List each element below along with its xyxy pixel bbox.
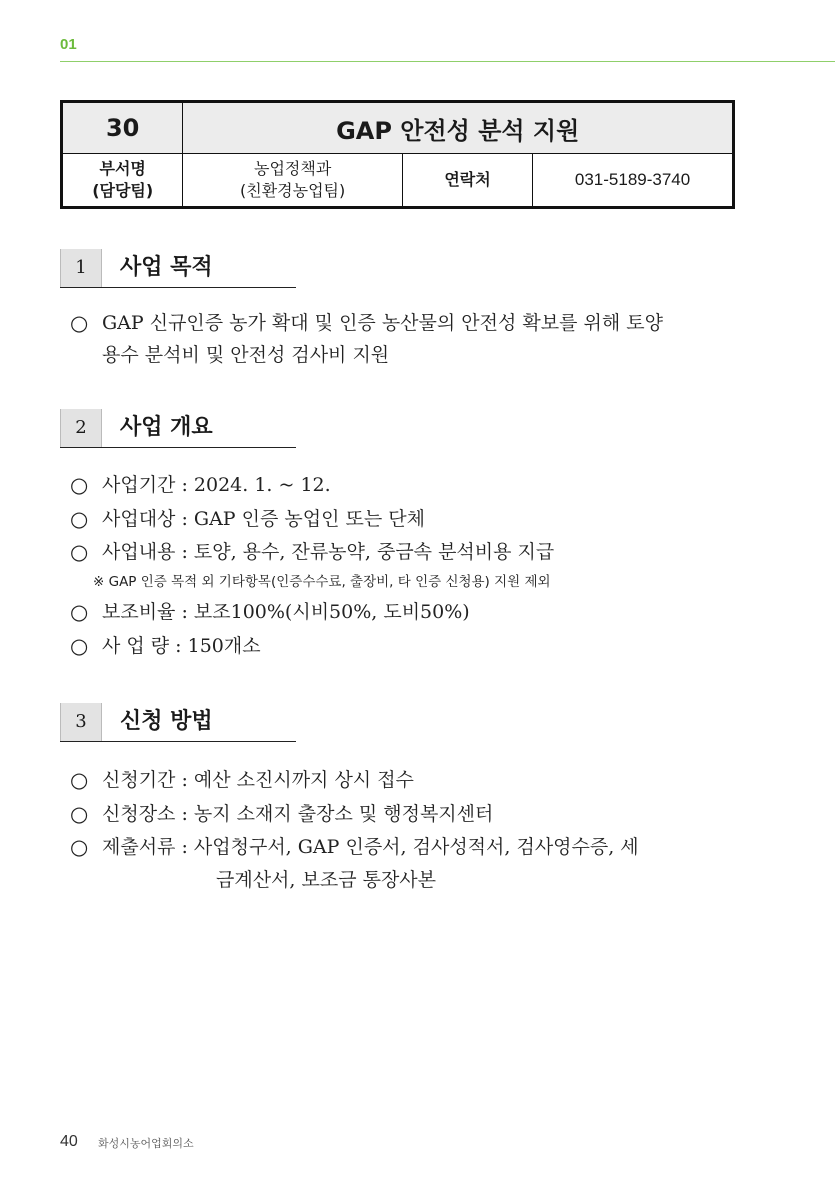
bullet-icon: ○ — [70, 311, 89, 335]
exclusion-note: ※ GAP 인증 목적 외 기타항목(인증수수료, 출장비, 타 인증 신청용) 지원 제외 — [93, 574, 551, 590]
bullet-icon: ○ — [70, 802, 89, 826]
dept-value-line: 농업정책과 — [254, 159, 332, 178]
overview-item: 사업내용 : 토양, 용수, 잔류농약, 중금속 분석비용 지급 — [102, 541, 555, 563]
bullet-icon: ○ — [70, 634, 89, 658]
dept-value-line: (친환경농업팀) — [240, 181, 346, 200]
bullet-icon: ○ — [70, 507, 89, 531]
purpose-text-line: GAP 신규인증 농가 확대 및 인증 농산물의 안전성 확보를 위해 토양 — [102, 312, 663, 334]
section-number: 2 — [60, 409, 102, 447]
bullet-icon: ○ — [70, 473, 89, 497]
section-heading — [60, 249, 296, 288]
application-item-continued: 금계산서, 보조금 통장사본 — [216, 869, 437, 891]
overview-item: 사업기간 : 2024. 1. ~ 12. — [102, 474, 331, 496]
section-title: 사업 개요 — [120, 415, 213, 440]
chapter-divider — [60, 61, 835, 62]
purpose-text-line: 용수 분석비 및 안전성 검사비 지원 — [102, 344, 390, 366]
project-info-table — [60, 100, 735, 209]
overview-item: 사업대상 : GAP 인증 농업인 또는 단체 — [102, 508, 425, 530]
section-heading — [60, 409, 296, 448]
application-item: 신청기간 : 예산 소진시까지 상시 접수 — [102, 769, 414, 791]
footer-organization: 화성시농어업회의소 — [98, 1137, 194, 1150]
dept-label-line: (담당팀) — [92, 181, 154, 200]
dept-label — [62, 154, 183, 208]
application-item: 신청장소 : 농지 소재지 출장소 및 행정복지센터 — [102, 803, 494, 825]
chapter-number: 01 — [60, 36, 77, 53]
section-title: 사업 목적 — [120, 255, 213, 280]
project-title: GAP 안전성 분석 지원 — [183, 102, 734, 154]
section-heading — [60, 703, 296, 742]
section-number: 3 — [60, 703, 102, 741]
overview-item: 사 업 량 : 150개소 — [102, 635, 261, 657]
overview-item: 보조비율 : 보조100%(시비50%, 도비50%) — [102, 601, 470, 623]
page-number: 40 — [60, 1133, 78, 1150]
section-title: 신청 방법 — [120, 709, 213, 734]
bullet-icon: ○ — [70, 768, 89, 792]
dept-label-line: 부서명 — [99, 159, 146, 178]
bullet-icon: ○ — [70, 600, 89, 624]
bullet-icon: ○ — [70, 540, 89, 564]
bullet-icon: ○ — [70, 835, 89, 859]
section-number: 1 — [60, 249, 102, 287]
dept-value — [183, 154, 403, 208]
application-item: 제출서류 : 사업청구서, GAP 인증서, 검사성적서, 검사영수증, 세 — [102, 836, 639, 858]
project-number: 30 — [62, 102, 183, 154]
contact-label: 연락처 — [402, 154, 532, 208]
contact-value: 031-5189-3740 — [533, 154, 734, 208]
